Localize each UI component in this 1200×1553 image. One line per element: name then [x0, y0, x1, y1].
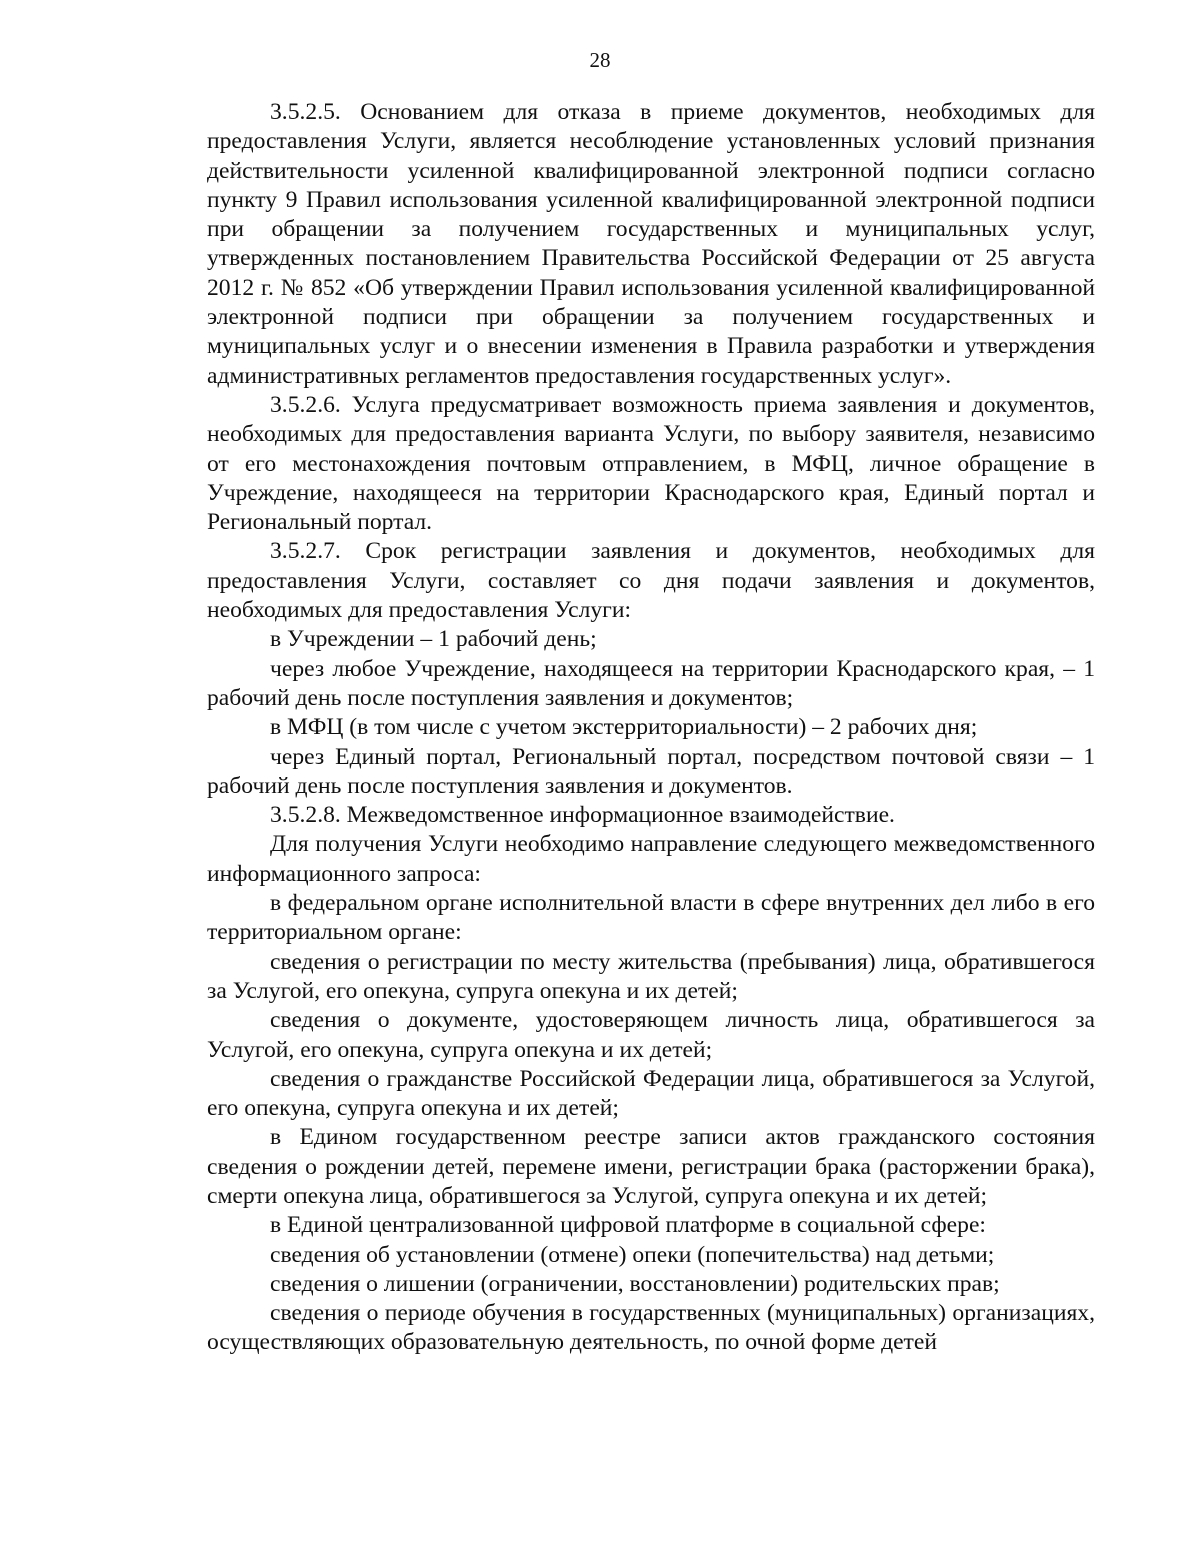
paragraph-interagency-request: Для получения Услуги необходимо направление следующего межведомственного информационного запроса: — [207, 831, 1095, 887]
list-item-registration-info: сведения о регистрации по месту жительства (пребывания) лица, обратившегося за Услугой, его опекуна, супруга опекуна и их детей; — [207, 948, 1095, 1004]
list-item-any-institution: через любое Учреждение, находящееся на территории Краснодарского края, – 1 рабочий день после поступления заявления и документов; — [207, 655, 1095, 711]
list-item-internal-affairs: в федеральном органе исполнительной власти в сфере внутренних дел либо в его территориальном органе: — [207, 890, 1095, 946]
paragraph-3-5-2-7: 3.5.2.7. Срок регистрации заявления и документов, необходимых для предоставления Услуги, составляет со дня подачи заявления и документов, необходимых для предоставления Услуги: — [207, 538, 1095, 624]
list-item-citizenship: сведения о гражданстве Российской Федерации лица, обратившегося за Услугой, его опекуна, супруга опекуна и их детей; — [207, 1065, 1095, 1122]
list-item-guardianship: сведения об установлении (отмене) опеки (попечительства) над детьми; — [270, 1241, 995, 1268]
list-item-parental-rights: сведения о лишении (ограничении, восстановлении) родительских прав; — [270, 1270, 1000, 1297]
list-item-civil-registry: в Едином государственном реестре записи актов гражданского состояния сведения о рождении детей, перемене имени, регистрации брака (расторжении брака), смерти опекуна лица, обратившегося за Услугой, супруга опекуна и их детей; — [207, 1124, 1095, 1209]
paragraph-3-5-2-8: 3.5.2.8. Межведомственное информационное взаимодействие. — [270, 802, 895, 829]
list-item-education-period: сведения о периоде обучения в государственных (муниципальных) организациях, осуществляющих образовательную деятельность, по очной форме детей — [207, 1300, 1095, 1356]
list-item-portal-post: через Единый портал, Региональный портал, посредством почтовой связи – 1 рабочий день после поступления заявления и документов. — [207, 743, 1095, 799]
list-item-identity-document: сведения о документе, удостоверяющем личность лица, обратившегося за Услугой, его опекуна, супруга опекуна и их детей; — [207, 1007, 1095, 1063]
document-body — [207, 98, 1095, 1358]
list-item-mfc: в МФЦ (в том числе с учетом экстерриториальности) – 2 рабочих дня; — [270, 714, 978, 741]
page-number: 28 — [589, 48, 611, 72]
paragraph-3-5-2-5: 3.5.2.5. Основанием для отказа в приеме документов, необходимых для предоставления Услуги, является несоблюдение установленных условий признания действительности усиленной квалифицированной электронной подписи согласно пункту 9 Правил использования усиленной квалифицированной электронной подписи при обращении за получением государственных и муниципальных услуг, утвержденных постановлением Правительства Российской Федерации от 25 августа 2012 г. № 852 «Об утверждении Правил использования усиленной квалифицированной электронной подписи при обращении за получением государственных и муниципальных услуг и о внесении изменения в Правила разработки и утверждения административных регламентов предоставления государственных услуг». — [207, 99, 1095, 389]
list-item-digital-platform: в Единой централизованной цифровой платформе в социальной сфере: — [270, 1212, 986, 1239]
paragraph-3-5-2-6: 3.5.2.6. Услуга предусматривает возможность приема заявления и документов, необходимых для предоставления варианта Услуги, по выбору заявителя, независимо от его местонахождения почтовым отправлением, в МФЦ, личное обращение в Учреждение, находящееся на территории Краснодарского края, Единый портал и Региональный портал. — [207, 391, 1095, 536]
list-item-institution: в Учреждении – 1 рабочий день; — [270, 626, 597, 653]
